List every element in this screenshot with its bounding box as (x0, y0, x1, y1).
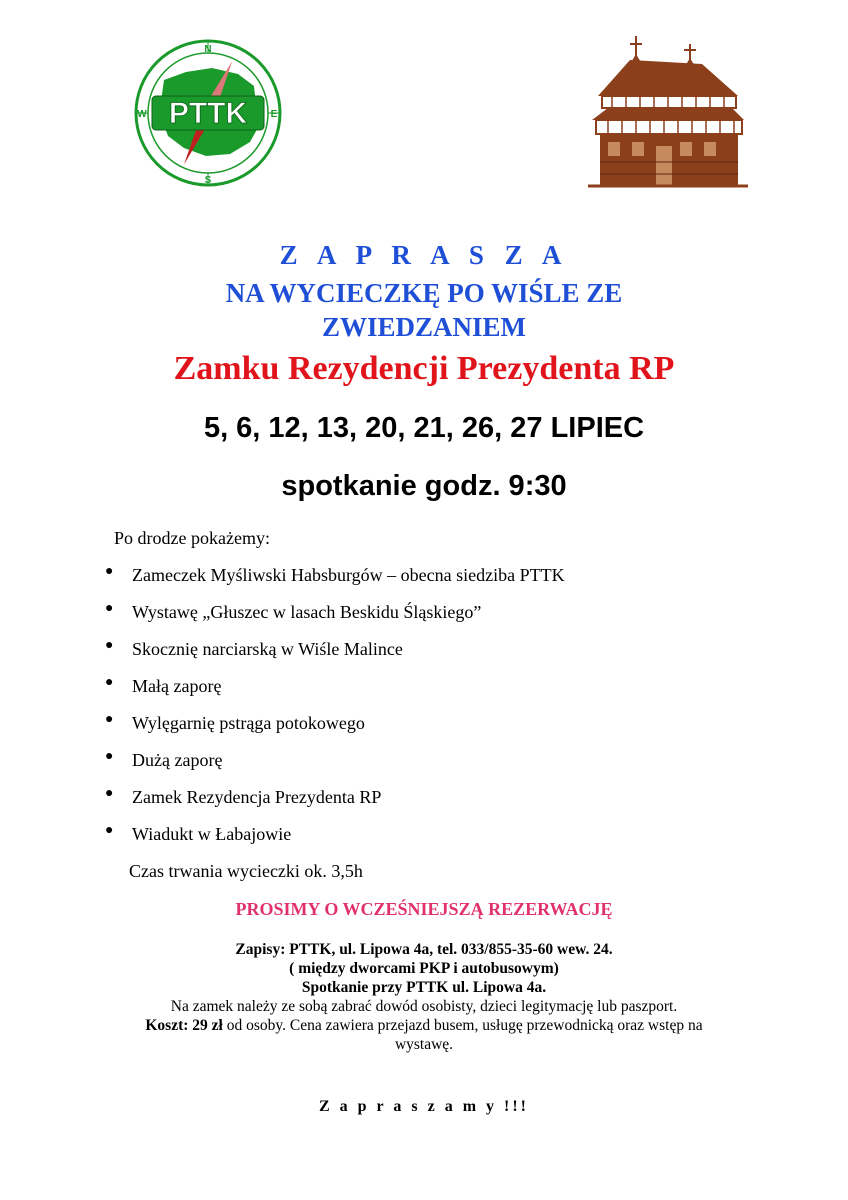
contact-meeting-place: Spotkanie przy PTTK ul. Lipowa 4a. (301, 979, 547, 996)
heading-castle: Zamku Rezydencji Prezydenta RP (173, 350, 675, 387)
bullet-icon: ● (105, 601, 114, 616)
heading-invites: Z A P R A S Z A (279, 240, 569, 270)
cost-amount: 29 zł (192, 1017, 223, 1034)
meeting-time: spotkanie godz. 9:30 (281, 470, 567, 502)
trip-dates: 5, 6, 12, 13, 20, 21, 26, 27 LIPIEC (203, 412, 645, 444)
contact-documents: Na zamek należy ze sobą zabrać dowód osobisty, dzieci legitymację lub paszport. (170, 998, 678, 1015)
bullet-icon: ● (105, 638, 114, 653)
bullet-icon: ● (105, 675, 114, 690)
cost-details: od osoby. Cena zawiera przejazd busem, usługę przewodnicką oraz wstęp na (226, 1017, 703, 1034)
heading-trip-line2: ZWIEDZANIEM (321, 312, 527, 342)
contact-signup: Zapisy: PTTK, ul. Lipowa 4a, tel. 033/855-35-60 wew. 24. (235, 941, 613, 958)
bullet-icon: ● (105, 564, 114, 579)
compass-s: S (204, 175, 212, 186)
pttk-logo (126, 38, 290, 188)
cost-label: Koszt: (145, 1017, 189, 1034)
contact-cost (0, 1016, 848, 1035)
closing-invite: Z a p r a s z a m y !!! (318, 1098, 530, 1115)
house-illustration (578, 34, 748, 194)
compass-n: N (204, 44, 212, 55)
pttk-logo-text: PTTK (168, 97, 248, 130)
bullet-icon: ● (105, 712, 114, 727)
heading-trip (0, 276, 848, 344)
compass-w: W (137, 109, 147, 120)
reservation-notice: PROSIMY O WCZEŚNIEJSZĄ REZERWACJĘ (235, 899, 613, 919)
bullet-icon: ● (105, 749, 114, 764)
heading-trip-line1: NA WYCIECZKĘ PO WIŚLE ZE (225, 278, 623, 308)
intro-text: Po drodze pokażemy: (114, 528, 270, 548)
contact-cost-cont: wystawę. (394, 1036, 454, 1053)
compass-e: E (270, 109, 278, 120)
bullet-icon: ● (105, 786, 114, 801)
bullet-icon: ● (105, 823, 114, 838)
trip-duration: Czas trwania wycieczki ok. 3,5h (129, 861, 363, 881)
contact-block (0, 940, 848, 1054)
contact-location-note: ( między dworcami PKP i autobusowym) (289, 960, 559, 977)
